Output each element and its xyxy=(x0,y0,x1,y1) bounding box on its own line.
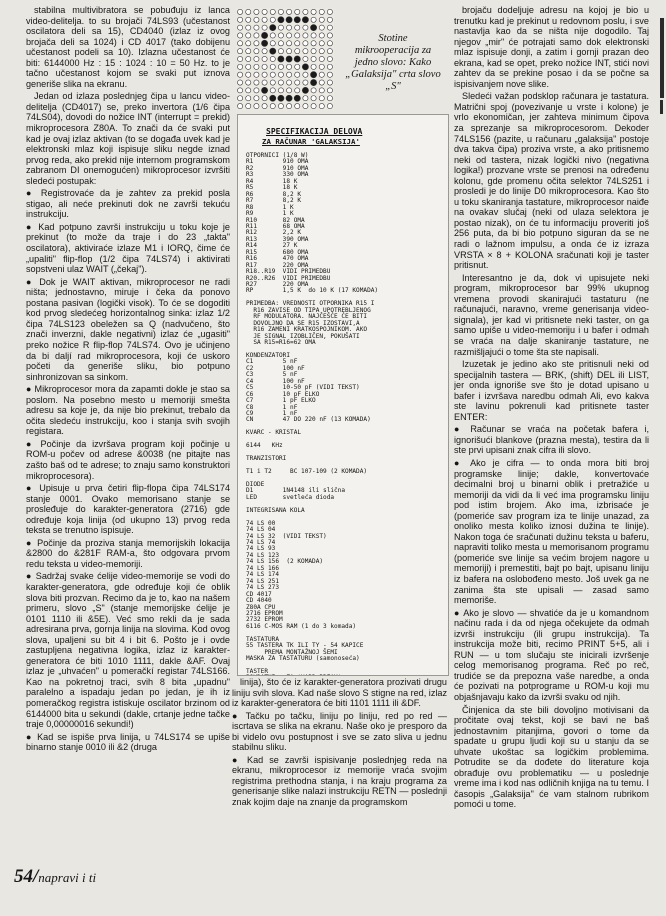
dot-on xyxy=(310,72,316,78)
dot-off xyxy=(286,103,291,108)
dot-off xyxy=(270,64,275,69)
dot-off xyxy=(246,49,251,54)
dot-on xyxy=(270,95,276,101)
spec-line: JE SIGNAL IZOBLIČEN, POKUŠATI xyxy=(246,332,360,340)
dot-on xyxy=(294,95,300,101)
spec-line: C9 1 nF xyxy=(246,410,298,417)
dot-off xyxy=(237,103,242,108)
dot-off xyxy=(319,9,324,14)
spec-line: C3 5 nF xyxy=(246,371,298,379)
dot-off xyxy=(319,41,324,46)
margin-bar-small xyxy=(660,100,663,114)
spec-line: R3 330 OMA xyxy=(246,171,309,179)
spec-line: 74 LS 93 xyxy=(246,545,276,553)
dot-off xyxy=(319,17,324,22)
paragraph: ● Kad potpuno završi instrukciju u toku koje je prekinut (to može da traje i do 23 „takta" oscilatora), aktiviraće izlaze M1 i IORQ, čime će „upaliti" flip-flop (1/2 čipa 74LS74) i aktivirati sopstveni ulaz WAIT („čekaj"). xyxy=(26,221,230,275)
dot-off xyxy=(262,25,267,30)
paragraph: brojaču dodeljuje adresu na kojoj je bio u trenutku kad je prekinut u redovnom poslu, i sve nastavlja kao da se ništa nije dogodilo. Taj njegov „mir" će potrajati samo dok elektronski mlaz ispisuje donji, a zatim i gornji prazan deo ekrana, kad se opet, preko nožice INT, stići novi zahtev da se prekine posao i da se počne sa ispisivanjem nove slike. xyxy=(454,5,649,89)
dot-off xyxy=(311,64,316,69)
dot-on xyxy=(310,79,316,85)
spec-line: 55 TASTERA TK ILI TY - 54 KAPICE xyxy=(246,642,364,650)
dot-off xyxy=(262,96,267,101)
dot-on xyxy=(310,25,316,31)
margin-bar xyxy=(660,18,664,98)
dot-on xyxy=(278,95,284,101)
dot-on xyxy=(294,17,300,23)
spec-line: R2 910 OMA xyxy=(246,164,309,172)
dot-off xyxy=(327,80,332,85)
dot-off xyxy=(237,25,242,30)
paragraph: ● Počinje da proziva stanja memorijskih lokacija &2800 do &281F RAM-a, što odgovara prvom redu teksta u video-memoriji. xyxy=(26,537,230,569)
dot-off xyxy=(327,17,332,22)
paragraph: ● Registrovaće da je zahtev za prekid posla stigao, ali neće prekinuti dok ne završi tekuću instrukciju. xyxy=(26,188,230,220)
dot-off xyxy=(319,72,324,77)
spec-line: TASTER xyxy=(246,668,269,675)
spec-line: R17 220 OMA xyxy=(246,261,309,269)
dot-off xyxy=(286,41,291,46)
dot-off xyxy=(295,80,300,85)
dot-off xyxy=(311,41,316,46)
dot-off xyxy=(237,33,242,38)
spec-line: T1 i T2 BC 107-109 (2 KOMADA) xyxy=(246,468,368,476)
spec-line: 74 LS 74 xyxy=(246,539,276,546)
spec-line: C7 1 pF ELKO xyxy=(246,397,316,405)
dot-off xyxy=(303,96,308,101)
dot-off xyxy=(246,72,251,77)
dot-off xyxy=(254,49,259,54)
spec-line: 74 LS 166 xyxy=(246,564,280,572)
dot-off xyxy=(262,64,267,69)
dot-off xyxy=(278,72,283,77)
spec-line: 6116 C-MOS RAM (1 do 3 komada) xyxy=(246,622,357,630)
paragraph: ● Kad se ispiše prva linija, u 74LS174 se upiše binarno stanje 0010 ili &2 (druga xyxy=(26,731,230,753)
dot-off xyxy=(262,17,267,22)
spec-line: R18..R19 VIDI PRIMEDBU xyxy=(246,268,331,276)
spec-line: MASKA ZA TASTATURU (samonosećа) xyxy=(246,655,360,663)
spec-line: C8 1 nF xyxy=(246,403,298,411)
dot-off xyxy=(278,80,283,85)
dot-off xyxy=(295,33,300,38)
dot-off xyxy=(237,64,242,69)
paragraph: Sledeći važan podsklop računara je tastatura. Matrični spoj (povezivanje u vrste i kolone) je vrlo ekonomičan, jer zahteva minimum čipova za sprezanje sa mikroprocesorom. Dekoder 74LS156 (pazite, u računaru „galaksija" postoje dva takva čipa) proziva vrste, a ako pritisnemo neki od tastera, nizak logički nivo (negativna logika!) prozvane vrste se prenosi na određenu kolonu, gde promenu očita selektor 74LS251 i prosledi je do linije D0 mikroprocesora. Kao što u toku skaniranja tastature, mikroprocesor naiđe na ovakav slučaj (neki od ulaza selektora je postao nizak), on će tu informaciju proveriti još 256 puta, da bi bio potpuno siguran da se ne radi o lažnom impulsu, a onda će iz izraza VRSTA × 8 + KOLONA sračunati koji je taster pritisnut. xyxy=(454,91,649,271)
spec-line: LED svetleća dioda xyxy=(246,493,335,501)
dot-off xyxy=(262,9,267,14)
spec-line: 74 LS 156 (2 KOMADA) xyxy=(246,558,324,566)
dot-off xyxy=(319,49,324,54)
spec-line: KVARC - KRISTAL xyxy=(246,429,302,437)
paragraph: Jedan od izlaza poslednjeg čipa u lancu video-delitelja (CD4017) se, preko invertora (1/6 čipa 74LS04), dovodi do nožice INT (interrupt = prekid) mikroprocesora Z80A. To znači da će svaki put kad je ovaj izlaz aktivan (to se događa uvek kad je elektronski mlaz koji ispisuje sliku negde iznad prvog reda, ako prekid nije internom programskom zabranom DI onemogućen) mikroprocesor izvršiti sledeći postupak: xyxy=(26,91,230,186)
dot-off xyxy=(278,103,283,108)
spec-line: R7 8,2 K xyxy=(246,197,302,205)
spec-line xyxy=(246,675,341,676)
paragraph: ● Dok je WAIT aktivan, mikroprocesor ne radi ništa; jednostavno, miruje i čeka da ponovo postana pasivan (logički visok). To će se dogoditi kod prvog sledećeg horizontalnog sinka: izlaz 1/2 čipa 74LS123 obeležen sa Q (nadvučeno, što znači inverzni, dakle negativni) izlaz će „ugasiti" preko nožice R flip-flop 74LS74. Ovo je učinjeno da bi daljí rad mikroprocesora, koji će uskoro početi da generiše sliku, bio potpuno sinhronizovan sa sinkom. xyxy=(26,276,230,382)
dot-on xyxy=(278,17,284,23)
spec-line: R10 82 OMA xyxy=(246,216,305,224)
spec-line: 2732 EPROM xyxy=(246,616,283,624)
dot-off xyxy=(303,103,308,108)
spec-line: 2716 EPROM xyxy=(246,609,283,617)
spec-line: R27 220 OMA xyxy=(246,281,309,288)
dot-off xyxy=(246,64,251,69)
paragraph: Izuzetak je jedino ako ste pritisnuli neki od specijalnih tastera — BRK, (shift) DEL ili LIST, jer onda ignoriše sve što je dotad upisano u bafer i izvršava naredbu odmah Ali, evo kakva ste lavinu pokrenuli kad pritisnete taster ENTER: xyxy=(454,359,649,422)
dot-off xyxy=(319,96,324,101)
dot-off xyxy=(311,17,316,22)
spec-line: R9 1 K xyxy=(246,210,294,218)
dot-off xyxy=(270,9,275,14)
dot-off xyxy=(237,17,242,22)
spec-line: R13 390 OMA xyxy=(246,235,309,243)
paragraph: Interesantno je da, dok vi upisujete neki program, mikroprocesor bar 99% ukupnog vremena provodi skanirajući tastaturu (ne računajući, naravno, vreme generisanja video-signala), jer kad vi pritisnete neki taster, on ga samo upiše u video-memoriju i u bafer i odmah se vraća na dalje skaniranje tastature, ne razmišljajući o tome šta ste napisali. xyxy=(454,272,649,357)
dot-off xyxy=(327,103,332,108)
dot-on xyxy=(286,95,292,101)
dot-off xyxy=(278,41,283,46)
dot-off xyxy=(311,49,316,54)
paragraph: ● Mikroprocesor mora da zapamti dokle je stao sa poslom. Na posebno mesto u memoriji smešta adresu sa koje je, da nije bio prekinut, trebalo da očita sledeću instrukciju, koo i stanja svih svojih registara. xyxy=(26,384,230,437)
dot-off xyxy=(303,56,308,61)
dot-off xyxy=(270,80,275,85)
spec-line: D1 1N4148 ili slična xyxy=(246,487,346,495)
spec-line: 74 LS 251 xyxy=(246,577,280,585)
dot-off xyxy=(254,25,259,30)
dot-off xyxy=(295,72,300,77)
dot-off xyxy=(270,56,275,61)
spec-line: CN 47 DO 220 nF (13 KOMADA) xyxy=(246,416,371,424)
spec-line: Z80A CPU xyxy=(246,603,276,611)
dot-off xyxy=(237,88,242,93)
dot-off xyxy=(311,96,316,101)
paragraph: ● Počinje da izvršava program koji počinje u ROM-u počev od adrese &0038 (ne pitajte nas zašto baš od te adrese; to znaju samo konstruktori mikroprocesora). xyxy=(26,438,230,481)
dot-off xyxy=(246,25,251,30)
dot-off xyxy=(237,96,242,101)
dot-off xyxy=(237,80,242,85)
dot-off xyxy=(278,33,283,38)
dot-off xyxy=(295,41,300,46)
dot-off xyxy=(319,64,324,69)
dot-off xyxy=(327,33,332,38)
dot-off xyxy=(278,64,283,69)
dot-off xyxy=(303,25,308,30)
dot-on xyxy=(270,25,276,31)
spec-line: RP 1,5 K do 10 K (17 KOMADA) xyxy=(246,287,379,295)
spec-line: SPECIFIKACIJA DELOVA xyxy=(266,127,363,136)
dot-off xyxy=(319,56,324,61)
dot-on xyxy=(302,87,308,93)
spec-line: C4 100 nF xyxy=(246,377,305,385)
dot-off xyxy=(303,41,308,46)
spec-line: PRIMEDBA: VREDNOSTI OTPORNIKA R15 I xyxy=(246,300,375,308)
dot-off xyxy=(237,72,242,77)
spec-line: 6144 KHz xyxy=(246,442,283,450)
paragraph: linija), što će iz karakter-generatora prozivati drugu liniju svih slova. Kad naše slovo S stigne na red, izlaz iz karakter-generatora će biti 1101 1111 ili &DF. xyxy=(232,677,447,709)
spec-line: R1 910 OMA xyxy=(246,158,309,166)
dot-off xyxy=(270,17,275,22)
dot-off xyxy=(286,25,291,30)
spec-line: ZA RAČUNAR 'GALAKSIJA' xyxy=(262,137,360,146)
dot-off xyxy=(311,103,316,108)
article-column-middle xyxy=(232,677,447,892)
dot-off xyxy=(286,9,291,14)
dot-off xyxy=(246,96,251,101)
dot-off xyxy=(286,80,291,85)
dot-off xyxy=(327,88,332,93)
section-name: napravi i ti xyxy=(38,870,97,885)
dot-on xyxy=(302,64,308,70)
dot-off xyxy=(327,41,332,46)
letter-s-dot-matrix xyxy=(236,8,334,110)
dot-off xyxy=(237,56,242,61)
dot-off xyxy=(327,72,332,77)
dot-off xyxy=(237,9,242,14)
dot-off xyxy=(295,103,300,108)
spec-line: OTPORNICI (1/8 W) xyxy=(246,152,309,159)
dot-off xyxy=(311,56,316,61)
dot-off xyxy=(311,88,316,93)
dot-off xyxy=(295,88,300,93)
figure-caption: Stotine mikrooperacija za jedno slovo: Kako „Galaksija" crta slovo „S" xyxy=(345,33,441,92)
parts-specification-table xyxy=(237,114,449,676)
paragraph: Činjenica da ste bili dovoljno motivisani da pročitate ovaj tekst, koji se bavi ne baš jednostavnim pitanjima, govori o tome da spadate u grupu ljudi koji su u stanju da se uhvate ukoštac sa logičkim problemima. Potrudite se da dođete do literature koja obrađuje ovu problematiku — u poslednje vreme ima i kod nas odličnih knjiga na tu temu. I časopis „Galaksija" će vam stalnom rubrikom pomoći u tome. xyxy=(454,704,649,810)
dot-off xyxy=(286,49,291,54)
article-column-left xyxy=(26,5,230,860)
dot-off xyxy=(295,49,300,54)
dot-off xyxy=(246,80,251,85)
dot-off xyxy=(270,88,275,93)
page-footer xyxy=(14,866,96,888)
dot-on xyxy=(270,48,276,54)
dot-on xyxy=(261,40,267,46)
dot-off xyxy=(270,103,275,108)
spec-line: R8 1 K xyxy=(246,203,294,211)
dot-on xyxy=(261,32,267,38)
spec-line: KONDENZATORI xyxy=(246,351,291,359)
spec-line: R12 2,2 K xyxy=(246,229,302,237)
spec-line: INTEGRISANA KOLA xyxy=(246,506,305,514)
dot-off xyxy=(270,72,275,77)
dot-off xyxy=(303,72,308,77)
dot-off xyxy=(278,49,283,54)
paragraph: ● Upisuje u prva četiri flip-flopa čipa 74LS174 stanje 0001. Ovako memorisano stanje se prosleđuje do karakter-generatora (2716) gde određuje koja linija (od ukupno 13) prvog reda teksta se trenutno ispisuje. xyxy=(26,483,230,536)
spec-line: 74 LS 04 xyxy=(246,526,276,534)
spec-line: R15 680 OMA xyxy=(246,248,309,256)
dot-off xyxy=(246,41,251,46)
paragraph: ● Ako je slovo — shvatiće da je u komandnom načinu rada i da od njega očekujete da odmah izvrši instrukciju (ili grupu instrukcija). Ta instrukcija može biti, recimo PRINT 5+5, ali i RUN — u tom slučaju ste inicirali izvršenje celog memorisanog programa. Reč po reč, trudiće se da prepozna vaše naredbe, a onda će pozivati na potprograme u ROM-u koji mu objašnjavaju kako da izvrši svaku od njih. xyxy=(454,607,649,702)
spec-line: C2 100 nF xyxy=(246,364,305,372)
dot-off xyxy=(303,49,308,54)
dot-off xyxy=(262,80,267,85)
spec-line: R20..R26 VIDI PRIMEDBU xyxy=(246,274,331,282)
dot-off xyxy=(327,96,332,101)
spec-line: R11 68 OMA xyxy=(246,222,305,230)
page-number: 54/ xyxy=(14,866,39,887)
dot-off xyxy=(254,33,259,38)
dot-off xyxy=(246,33,251,38)
spec-line: SA R15=R16=62 OMA xyxy=(246,339,316,347)
dot-off xyxy=(254,96,259,101)
dot-off xyxy=(237,41,242,46)
dot-off xyxy=(286,64,291,69)
dot-off xyxy=(262,103,267,108)
dot-off xyxy=(286,33,291,38)
dot-off xyxy=(254,64,259,69)
paragraph: stabilna multivibratora se pobuđuju iz lanca video-delitelja. to su brojači 74LS93 (učestanost oscilatora deli sa 15), CD4040 (izlaz iz ovog brojača deli sa 1024) i CD 4017 (tako dobijenu učestanost podeli sa 10). Izlazna učestanost će biti: 6144000 Hz : 15 : 1024 : 10 = 50 Hz. to je tačno učestanost kojom se svaki put iznova generiše slika na ekranu. xyxy=(26,5,230,89)
dot-off xyxy=(303,9,308,14)
dot-off xyxy=(286,72,291,77)
spec-line: 74 LS 00 xyxy=(246,519,276,527)
dot-off xyxy=(319,25,324,30)
dot-off xyxy=(327,49,332,54)
dot-off xyxy=(246,17,251,22)
dot-off xyxy=(246,88,251,93)
paragraph: ● Sadržaj svake ćelije video-memorije se vodi do karakter-generatora, gde određuje koji će oblik slova biti prozvan. Recimo da je to, kao na našem primeru, slovo „S" (stanje memorijske ćelije je 0101 1110 ili &5E). Već smo rekli da je sada adresirana prva, gornja linija na slovima. Kod ovog slova, upaljeni su bit 4 i bit 6. Pošto je i ovde zastupljena negativna logika, izlaz iz karakter-generatora će biti 1010 1111, dakle &AF. Ovaj izlaz je „uhvaćen" u pomeračkí registar 74LS166. Kao na pokretnoj traci, svih 8 bita „upadnu" paralelno a ispadaju jedan po jedan, je ih iz pomeračkog registra istiskuje oscilator brzinom od 6144000 bita u sekundi (dakle, crtanje jedne tačke traje 0,00000016 sekundi!) xyxy=(26,571,230,730)
dot-on xyxy=(286,56,292,62)
dot-off xyxy=(254,72,259,77)
dot-off xyxy=(254,88,259,93)
spec-line: R16 470 OMA xyxy=(246,255,309,263)
dot-off xyxy=(319,33,324,38)
dot-off xyxy=(254,103,259,108)
dot-off xyxy=(327,56,332,61)
dot-off xyxy=(254,9,259,14)
dot-off xyxy=(246,9,251,14)
dot-off xyxy=(278,9,283,14)
dot-off xyxy=(254,41,259,46)
spec-line: C6 10 pF ELKO xyxy=(246,390,320,398)
spec-line: TASTATURA xyxy=(246,635,280,643)
spec-line: 74 LS 123 xyxy=(246,551,280,559)
paragraph: ● Računar se vraća na početak bafera i, ignorišući blankove (prazna mesta), testira da li ste prvi upisani znak cifra ili slovo. xyxy=(454,424,649,456)
dot-off xyxy=(246,56,251,61)
paragraph: ● Ako je cifra — to onda mora biti broj programske linije; dakle, konvertovaće decimalni broj u binarni oblik i pretražiće u memoriji da vidi da li već ima programsku liniju pod istim brojem. Ako ima, izbrisaće je (pomeriće sav program iza te linije unazad, za onoliko mesta koliko iznosi dužina te linije). Nakon toga će sračunati dužinu teksta u baferu, napraviti toliko mesta u memorisanom programu (pomeriće sve linije sa većim brojem nagore u memoriji) i premestiti, bajt po bajt, upisanu liniju iz bafera na oslobođeno mesto. Još uvek ga ne zanima šta ste upisali — zasad samo memoriše. xyxy=(454,457,649,606)
dot-off xyxy=(319,88,324,93)
dot-off xyxy=(254,17,259,22)
dot-on xyxy=(278,56,284,62)
spec-line: DIODE xyxy=(246,480,265,488)
dot-off xyxy=(319,103,324,108)
dot-off xyxy=(246,103,251,108)
spec-line: TRANZISTORI xyxy=(246,455,287,463)
dot-off xyxy=(237,49,242,54)
dot-off xyxy=(303,80,308,85)
dot-on xyxy=(302,17,308,23)
dot-off xyxy=(327,64,332,69)
dot-off xyxy=(262,72,267,77)
dot-off xyxy=(278,25,283,30)
dot-off xyxy=(295,25,300,30)
spec-line: R16 ZAMENI KRATKOSPOJNIKOM. AKO xyxy=(246,326,368,334)
dot-off xyxy=(262,56,267,61)
spec-line: DOVOLJNO DA SE R15 IZOSTAVI,A xyxy=(246,319,360,327)
dot-off xyxy=(303,33,308,38)
dot-off xyxy=(278,88,283,93)
dot-off xyxy=(327,9,332,14)
article-column-right xyxy=(454,5,649,890)
dot-off xyxy=(286,88,291,93)
dot-on xyxy=(261,87,267,93)
dot-off xyxy=(254,80,259,85)
spec-line: R14 27 K xyxy=(246,242,298,250)
dot-off xyxy=(295,9,300,14)
dot-off xyxy=(254,56,259,61)
dot-off xyxy=(327,25,332,30)
paragraph: ● Tačku po tačku, liniju po liniju, red po red — iscrtava se slika na ekranu. Naše oko je prespоro da bi videlo ovu postupnost i sve se zato sliva u jednu stabilnu sliku. xyxy=(232,710,447,753)
dot-off xyxy=(319,80,324,85)
dot-off xyxy=(270,33,275,38)
spec-line: R5 18 K xyxy=(246,184,298,192)
dot-off xyxy=(311,9,316,14)
spec-line: CD 4040 xyxy=(246,597,272,605)
spec-line: 74 LS 273 xyxy=(246,584,280,592)
dot-on xyxy=(294,56,300,62)
spec-line: R4 18 K xyxy=(246,177,298,185)
dot-off xyxy=(295,64,300,69)
spec-line: RF MODULATORA. NAJČEŠĆE ĆE BITI xyxy=(246,313,368,321)
spec-line: CD 4017 xyxy=(246,590,272,598)
dot-off xyxy=(262,49,267,54)
paragraph: ● Kad se završi ispisivanje poslednjeg reda na ekranu, mikroprocesor iz memorije vraća svojim registrima prethodna stanja, i na kraju programa za generisanje slike nalazi instrukciju RETN — poslednji znak kojim daje na znanje da programskom xyxy=(232,754,447,808)
spec-line: 74 LS 32 (VIDI TEKST) xyxy=(246,532,327,540)
dot-on xyxy=(286,17,292,23)
dot-off xyxy=(311,33,316,38)
spec-line: 74 LS 174 xyxy=(246,571,280,579)
spec-line: R6 8,2 K xyxy=(246,190,302,198)
spec-line: R16 ZAVISE OD TIPA UPOTREBLJENOG xyxy=(246,306,371,314)
spec-line: PREMA MONTAŽNOJ ŠEMI xyxy=(246,648,338,656)
dot-off xyxy=(270,41,275,46)
spec-line: C5 10-50 pF (VIDI TEKST) xyxy=(246,384,360,392)
spec-line: C1 5 nF xyxy=(246,358,298,366)
